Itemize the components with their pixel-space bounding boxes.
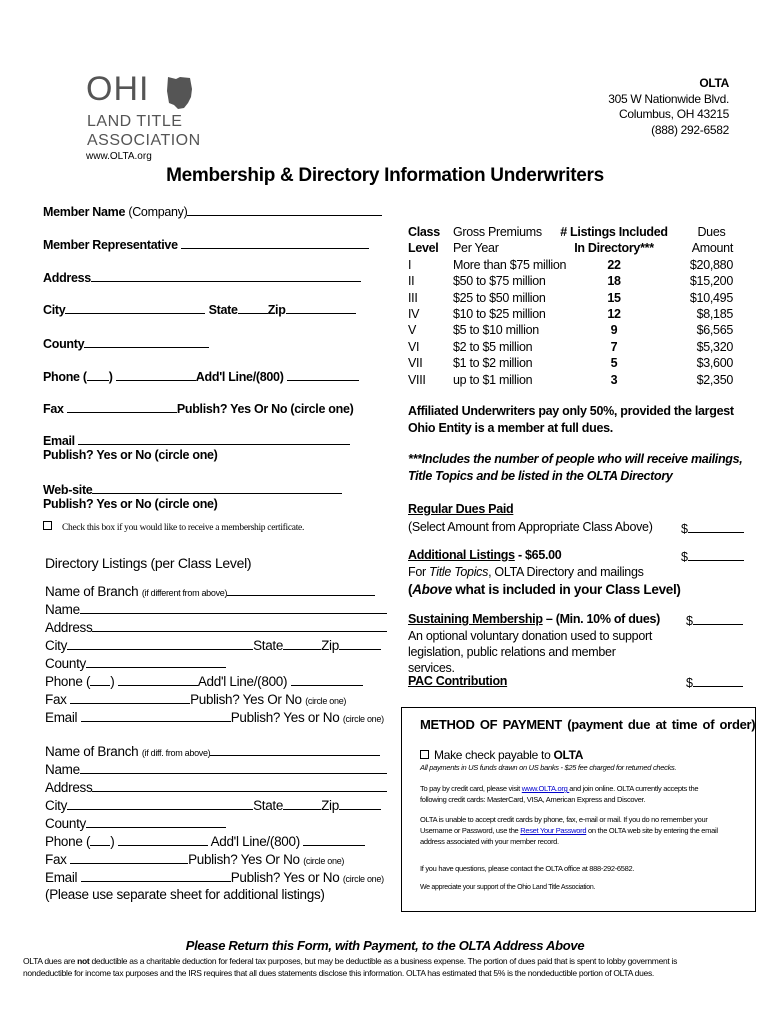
affiliated-note: Affiliated Underwriters pay only 50%, provided the largest Ohio Entity is a member at full dues. <box>408 404 734 435</box>
branch2-label: Name of Branch <box>45 744 139 759</box>
appreciate-text: We appreciate your support of the Ohio Land Title Association. <box>420 884 596 891</box>
county-field[interactable] <box>84 335 209 348</box>
class-table <box>408 224 733 394</box>
table-cell-listings: 22 <box>607 257 621 272</box>
listings-column <box>560 224 668 388</box>
fax-label: Fax <box>43 402 64 416</box>
org-address <box>608 76 729 138</box>
city-label: City <box>43 303 66 317</box>
pac-dollar: $ <box>686 676 693 690</box>
credit-card-text <box>420 783 722 805</box>
member-name-sublabel: (Company) <box>128 205 188 219</box>
olta-website-link[interactable]: www.OLTA.org <box>521 784 570 793</box>
table-cell-level: V <box>408 323 417 338</box>
address-row <box>43 269 361 285</box>
sustaining-sub: An optional voluntary donation used to support legislation, public relations and member services. <box>408 629 653 675</box>
branch1-phone-label: Phone ( <box>45 674 91 689</box>
branch1-address-label: Address <box>45 620 93 635</box>
branch2-phone-field[interactable] <box>118 833 208 846</box>
state-field[interactable] <box>238 301 268 314</box>
branch2-field[interactable] <box>210 743 380 756</box>
listing-values <box>560 257 668 388</box>
branch1-fax-field[interactable] <box>70 691 190 704</box>
reset-password-link[interactable]: Reset Your Password <box>520 826 587 835</box>
branch1-name-field[interactable] <box>80 601 387 614</box>
payment-heading: METHOD OF PAYMENT (payment due at time of order) <box>420 717 756 732</box>
additional-field[interactable] <box>688 548 744 561</box>
directory-heading: Directory Listings (per Class Level) <box>45 555 252 571</box>
olta-logo <box>86 70 216 165</box>
website-row <box>43 481 342 497</box>
table-cell-level: IV <box>408 307 420 322</box>
dues-values <box>690 257 733 388</box>
branch1-email-field[interactable] <box>81 709 231 722</box>
address-label: Address <box>43 271 91 285</box>
branch2-name-field[interactable] <box>80 761 387 774</box>
phone-row <box>43 368 359 384</box>
table-cell-dues: $6,565 <box>696 323 733 338</box>
branch2-phone-close: ) <box>110 834 115 849</box>
branch2-addl-label: Add'l Line/(800) <box>210 834 300 849</box>
additional-listings-price: - $65.00 <box>517 548 562 562</box>
branch1-email-paren: (circle one) <box>342 714 384 724</box>
branch2-email-publish: Publish? Yes or No <box>230 870 340 885</box>
branch1-zip-label: Zip <box>321 638 339 653</box>
table-cell-listings: 12 <box>607 307 621 322</box>
check-row <box>420 748 583 762</box>
additional-sub2-above: Above <box>412 582 452 597</box>
header-class: Class <box>408 225 440 239</box>
branch2-addl-field[interactable] <box>303 833 365 846</box>
email-row <box>43 432 350 448</box>
table-cell-premiums: $50 to $75 million <box>453 274 546 289</box>
header-dues: Dues <box>697 225 726 239</box>
branch1-phone-close: ) <box>110 674 115 689</box>
table-cell-level: VIII <box>408 372 426 387</box>
additional-sub2-b: what is included in your Class Level) <box>451 582 681 597</box>
fax-field[interactable] <box>67 400 177 413</box>
additional-listings-note: (Please use separate sheet for additional listings) <box>45 887 325 902</box>
tax-disclaimer <box>23 955 723 979</box>
table-cell-dues: $8,185 <box>696 307 733 322</box>
zip-field[interactable] <box>286 301 356 314</box>
table-cell-listings: 7 <box>610 339 618 354</box>
disclaimer-a: OLTA dues are <box>23 956 78 966</box>
branch2-city-field[interactable] <box>67 797 253 810</box>
logo-text-ohi: OHI <box>86 70 150 108</box>
class-level-column <box>408 224 440 388</box>
additional-sub1-a: For <box>408 565 430 579</box>
branch2-publish-label: Publish? Yes Or No <box>188 852 300 867</box>
unable-text <box>420 814 720 847</box>
table-cell-premiums: $2 to $5 million <box>453 339 533 354</box>
branch1-county-field[interactable] <box>86 655 226 668</box>
branch2-email-row <box>45 869 384 885</box>
sustaining-dollar: $ <box>686 614 693 628</box>
table-cell-dues: $10,495 <box>689 290 733 305</box>
branch1-fax-row <box>45 691 346 707</box>
member-name-row <box>43 203 382 219</box>
county-row <box>43 335 209 351</box>
branch1-email-publish: Publish? Yes or No <box>230 710 340 725</box>
page-title: Membership & Directory Information Underwriters <box>166 165 604 186</box>
additional-sub1-c: , OLTA Directory and mailings <box>488 565 644 579</box>
branch2-city-row <box>45 797 381 813</box>
branch1-city-row <box>45 637 381 653</box>
additional-sub1 <box>408 565 644 579</box>
branch1-phone-field[interactable] <box>118 673 198 686</box>
header-in-directory: In Directory*** <box>574 241 654 256</box>
table-cell-dues: $5,320 <box>696 339 733 354</box>
branch1-city-field[interactable] <box>67 637 253 650</box>
return-instruction: Please Return this Form, with Payment, to the OLTA Address Above <box>185 938 585 953</box>
disclaimer-b: deductible as a charitable deduction for federal tax purposes, but may be deductible as a business expense. The portion of dues paid that is spent to lobby government is nondeductible for income tax purposes and the IRS requires that all dues statements disclose this information. OLTA has estimated that 5% is the nondeductible portion of OLTA dues. <box>23 956 678 978</box>
pac-field[interactable] <box>693 674 743 687</box>
org-street: 305 W Nationwide Blvd. <box>608 91 729 106</box>
sustaining-min: – (Min. 10% of dues) <box>542 612 661 626</box>
header-listings: # Listings Included <box>560 225 668 239</box>
city-row <box>43 301 356 317</box>
table-cell-level: VII <box>408 356 423 371</box>
branch2-county-label: County <box>45 816 86 831</box>
branch2-email-field[interactable] <box>81 869 231 882</box>
table-cell-premiums: $25 to $50 million <box>453 290 546 305</box>
regular-dollar: $ <box>681 522 688 536</box>
member-rep-row <box>43 236 369 252</box>
pac-amount <box>686 674 743 690</box>
phone-area-field[interactable] <box>87 368 109 381</box>
addl-line-label: Add'l Line/(800) <box>195 370 284 384</box>
branch2-phone-row <box>45 833 365 849</box>
website-url: www.OLTA.org <box>86 151 152 162</box>
card-text1: To pay by credit card, please visit <box>420 784 522 793</box>
member-name-label: Member Name <box>43 205 126 219</box>
branch2-state-label: State <box>253 798 284 813</box>
gross-premiums-column <box>453 224 566 388</box>
branch1-field[interactable] <box>227 583 375 596</box>
check-checkbox[interactable] <box>420 750 429 759</box>
table-cell-listings: 15 <box>607 290 621 305</box>
table-cell-level: VI <box>408 339 420 354</box>
table-cell-listings: 3 <box>610 372 618 387</box>
disclaimer-not: not <box>77 956 90 966</box>
email-field[interactable] <box>78 432 350 445</box>
fax-row <box>43 400 353 416</box>
branch1-phone-row <box>45 673 363 689</box>
table-cell-premiums: More than $75 million <box>453 257 567 272</box>
branch2-publish-paren: (circle one) <box>303 856 345 866</box>
branch2-state-field[interactable] <box>283 797 321 810</box>
county-label: County <box>43 337 85 351</box>
branch1-phone-area[interactable] <box>90 673 110 686</box>
branch1-addl-label: Add'l Line/(800) <box>197 674 288 689</box>
branch1-fax-label: Fax <box>45 692 67 707</box>
branch1-zip-field[interactable] <box>339 637 381 650</box>
additional-amount <box>681 548 744 564</box>
branch1-row <box>45 583 375 599</box>
logo-text-association: ASSOCIATION <box>87 132 201 149</box>
branch2-note: (if diff. from above) <box>141 748 211 758</box>
table-cell-listings: 5 <box>610 356 618 371</box>
branch1-city-label: City <box>45 638 68 653</box>
table-cell-premiums: $1 to $2 million <box>453 356 533 371</box>
branch1-state-field[interactable] <box>283 637 321 650</box>
unable-text2: on the OLTA web site by entering the email address associated with your member record. <box>420 826 718 846</box>
table-cell-listings: 18 <box>607 274 621 289</box>
branch2-email-paren: (circle one) <box>342 874 384 884</box>
regular-dues-label: Regular Dues Paid <box>408 502 514 516</box>
branch1-addl-field[interactable] <box>291 673 363 686</box>
branch1-address-row <box>45 619 387 635</box>
level-values <box>408 257 440 388</box>
phone-close-paren: ) <box>108 370 113 384</box>
website-label: Web-site <box>43 483 93 497</box>
header-gross: Gross Premiums <box>453 225 542 239</box>
table-cell-dues: $3,600 <box>696 356 733 371</box>
branch2-address-field[interactable] <box>92 779 387 792</box>
branch1-email-row <box>45 709 384 725</box>
branch2-phone-label: Phone ( <box>45 834 91 849</box>
table-cell-dues: $15,200 <box>689 274 733 289</box>
ohio-state-icon <box>166 75 194 111</box>
sustaining-label: Sustaining Membership <box>408 612 543 626</box>
email-label: Email <box>43 434 75 448</box>
branch1-address-field[interactable] <box>92 619 387 632</box>
check-note: All payments in US funds drawn on US banks - $25 fee charged for returned checks. <box>420 763 677 772</box>
payment-box <box>401 707 756 912</box>
table-cell-level: II <box>408 274 415 289</box>
certificate-checkbox[interactable] <box>43 521 52 530</box>
addl-line-field[interactable] <box>287 368 359 381</box>
table-cell-premiums: $5 to $10 million <box>453 323 539 338</box>
branch2-fax-label: Fax <box>45 852 67 867</box>
table-cell-dues: $20,880 <box>689 257 733 272</box>
phone-label: Phone ( <box>43 370 87 384</box>
branch1-name-row <box>45 601 387 617</box>
header-level: Level <box>408 241 439 256</box>
dues-column <box>690 224 733 388</box>
additional-listings-row <box>408 548 561 562</box>
branch2-county-field[interactable] <box>86 815 226 828</box>
branch1-label: Name of Branch <box>45 584 139 599</box>
branch2-zip-field[interactable] <box>339 797 381 810</box>
table-cell-premiums: $10 to $25 million <box>453 307 546 322</box>
branch1-publish-paren: (circle one) <box>305 696 347 706</box>
table-cell-premiums: up to $1 million <box>453 372 533 387</box>
branch1-name-label: Name <box>45 602 80 617</box>
phone-number-field[interactable] <box>116 368 196 381</box>
fax-publish-label: Publish? Yes Or No (circle one) <box>176 402 354 416</box>
branch1-county-row <box>45 655 226 671</box>
branch2-address-label: Address <box>45 780 93 795</box>
regular-dues-amount <box>681 520 744 536</box>
branch2-row <box>45 743 380 759</box>
org-phone: (888) 292-6582 <box>651 122 729 137</box>
sustaining-field[interactable] <box>693 612 743 625</box>
branch2-address-row <box>45 779 387 795</box>
table-cell-dues: $2,350 <box>696 372 733 387</box>
branch2-fax-row <box>45 851 344 867</box>
state-label: State <box>208 303 238 317</box>
logo-text-land-title: LAND TITLE <box>87 113 183 130</box>
member-name-field[interactable] <box>187 203 382 216</box>
additional-sub1-title-topics: Title Topics <box>429 565 489 579</box>
branch2-zip-label: Zip <box>321 798 339 813</box>
regular-dues-field[interactable] <box>688 520 744 533</box>
branch1-publish-label: Publish? Yes Or No <box>190 692 302 707</box>
branch1-county-label: County <box>45 656 86 671</box>
table-cell-listings: 9 <box>610 323 618 338</box>
check-org: OLTA <box>553 748 584 762</box>
branch2-email-label: Email <box>45 870 78 885</box>
unable-text1: OLTA is unable to accept credit cards by phone, fax, e-mail or mail. If you do no remember your Username or Password, use the <box>420 815 708 835</box>
sustaining-row <box>408 612 660 626</box>
header-per-year: Per Year <box>453 241 499 256</box>
address-field[interactable] <box>91 269 361 282</box>
member-rep-field[interactable] <box>181 236 369 249</box>
member-rep-label: Member Representative <box>43 238 178 252</box>
org-name: OLTA <box>699 76 729 90</box>
branch2-name-row <box>45 761 387 777</box>
org-city: Columbus, OH 43215 <box>619 107 729 121</box>
city-field[interactable] <box>65 301 205 314</box>
branch1-email-label: Email <box>45 710 78 725</box>
pac-label: PAC Contribution <box>408 674 508 688</box>
sustaining-amount <box>686 612 743 628</box>
website-publish-label: Publish? Yes or No (circle one) <box>43 497 218 511</box>
card-text2: and join online. OLTA currently accepts the following credit cards: MasterCard, VISA, American Express and Discover. <box>420 784 699 804</box>
questions-text: If you have questions, please contact the OLTA office at 888-292-6582. <box>420 864 635 873</box>
branch2-fax-field[interactable] <box>70 851 188 864</box>
certificate-row <box>43 521 304 533</box>
branch2-phone-area[interactable] <box>90 833 110 846</box>
premium-values <box>453 257 566 388</box>
regular-dues-sub: (Select Amount from Appropriate Class Above) <box>408 520 653 534</box>
branch1-note: (if different from above) <box>141 588 228 598</box>
check-label: Make check payable to <box>434 748 554 762</box>
additional-listings-label: Additional Listings <box>408 548 515 562</box>
additional-sub2: (Above what is included in your Class Level) <box>408 582 681 597</box>
website-field[interactable] <box>92 481 342 494</box>
certificate-text: Check this box if you would like to receive a membership certificate. <box>62 523 305 533</box>
zip-label: Zip <box>267 303 286 317</box>
branch2-name-label: Name <box>45 762 80 777</box>
additional-dollar: $ <box>681 550 688 564</box>
table-cell-level: I <box>408 257 412 272</box>
header-amount: Amount <box>691 241 733 256</box>
branch1-state-label: State <box>253 638 284 653</box>
listings-footnote: ***Includes the number of people who will receive mailings, Title Topics and be listed in the OLTA Directory <box>408 452 743 483</box>
email-publish-label: Publish? Yes or No (circle one) <box>43 448 218 462</box>
branch2-county-row <box>45 815 226 831</box>
branch2-city-label: City <box>45 798 68 813</box>
table-cell-level: III <box>408 290 418 305</box>
